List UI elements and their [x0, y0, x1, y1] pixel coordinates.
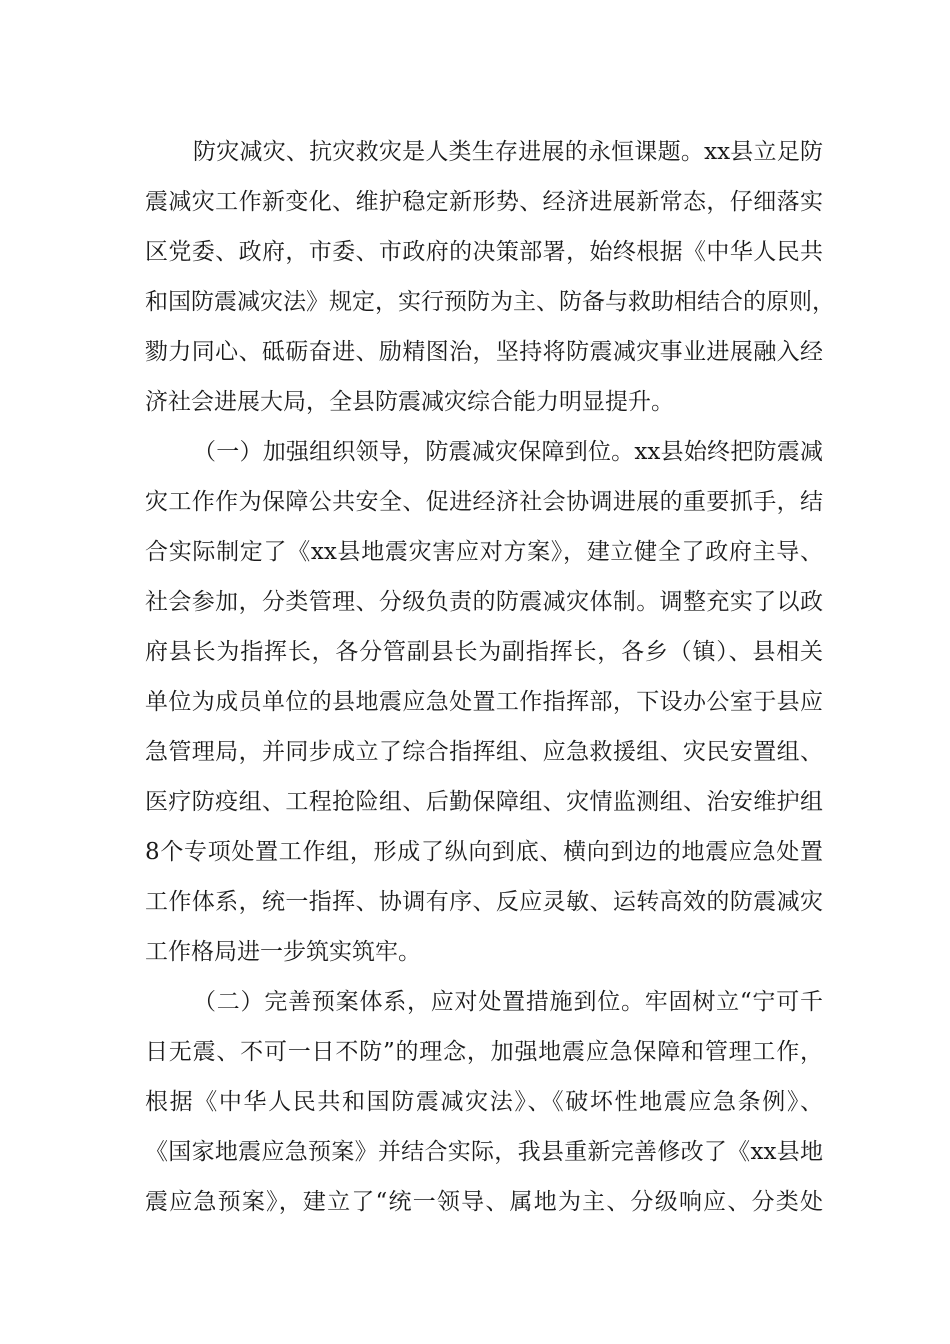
paragraph-1-line-6: 济社会进展大局，全县防震减灾综合能力明显提升。 [145, 389, 674, 415]
paragraph-2-line-6: 单位为成员单位的县地震应急处置工作指挥部，下设办公室于县应 [145, 689, 823, 715]
paragraph-2-line-11: 工作格局进一步筑实筑牢。 [145, 939, 421, 965]
paragraph-3-line-5: 震应急预案》，建立了“统一领导、属地为主、分级响应、分类处 [145, 1189, 823, 1215]
paragraph-2-line-7: 急管理局，并同步成立了综合指挥组、应急救援组、灾民安置组、 [145, 739, 823, 765]
paragraph-1-line-2: 震减灾工作新变化、维护稳定新形势、经济进展新常态，仔细落实 [145, 189, 823, 215]
paragraph-3-line-3: 根据《中华人民共和国防震减灾法》、《破坏性地震应急条例》、 [145, 1089, 823, 1115]
paragraph-2-line-9: 8个专项处置工作组，形成了纵向到底、横向到边的地震应急处置 [145, 839, 823, 865]
paragraph-3-line-2: 日无震、不可一日不防”的理念，加强地震应急保障和管理工作， [145, 1039, 823, 1065]
paragraph-3-line-4: 《国家地震应急预案》并结合实际，我县重新完善修改了《xx县地 [145, 1139, 823, 1165]
paragraph-2-line-5: 府县长为指挥长，各分管副县长为副指挥长，各乡（镇）、县相关 [145, 639, 823, 665]
paragraph-2-line-10: 工作体系，统一指挥、协调有序、反应灵敏、运转高效的防震减灾 [145, 889, 823, 915]
paragraph-2-line-8: 医疗防疫组、工程抢险组、后勤保障组、灾情监测组、治安维护组 [145, 789, 823, 815]
paragraph-1-line-5: 勠力同心、砥砺奋进、励精图治，坚持将防震减灾事业进展融入经 [145, 339, 823, 365]
paragraph-2-line-4: 社会参加，分类管理、分级负责的防震减灾体制。调整充实了以政 [145, 589, 823, 615]
paragraph-1-line-4: 和国防震减灾法》规定，实行预防为主、防备与救助相结合的原则， [145, 289, 835, 315]
paragraph-2-line-2: 灾工作作为保障公共安全、促进经济社会协调进展的重要抓手，结 [145, 489, 823, 515]
paragraph-1-line-1: 防灾减灾、抗灾救灾是人类生存进展的永恒课题。xx县立足防 [193, 139, 823, 165]
paragraph-1-line-3: 区党委、政府，市委、市政府的决策部署，始终根据《中华人民共 [145, 239, 823, 265]
paragraph-2-line-1: （一）加强组织领导，防震减灾保障到位。xx县始终把防震减 [193, 439, 823, 465]
paragraph-3-line-1: （二）完善预案体系，应对处置措施到位。牢固树立“宁可千 [193, 989, 823, 1015]
paragraph-2-line-3: 合实际制定了《xx县地震灾害应对方案》，建立健全了政府主导、 [145, 539, 823, 565]
